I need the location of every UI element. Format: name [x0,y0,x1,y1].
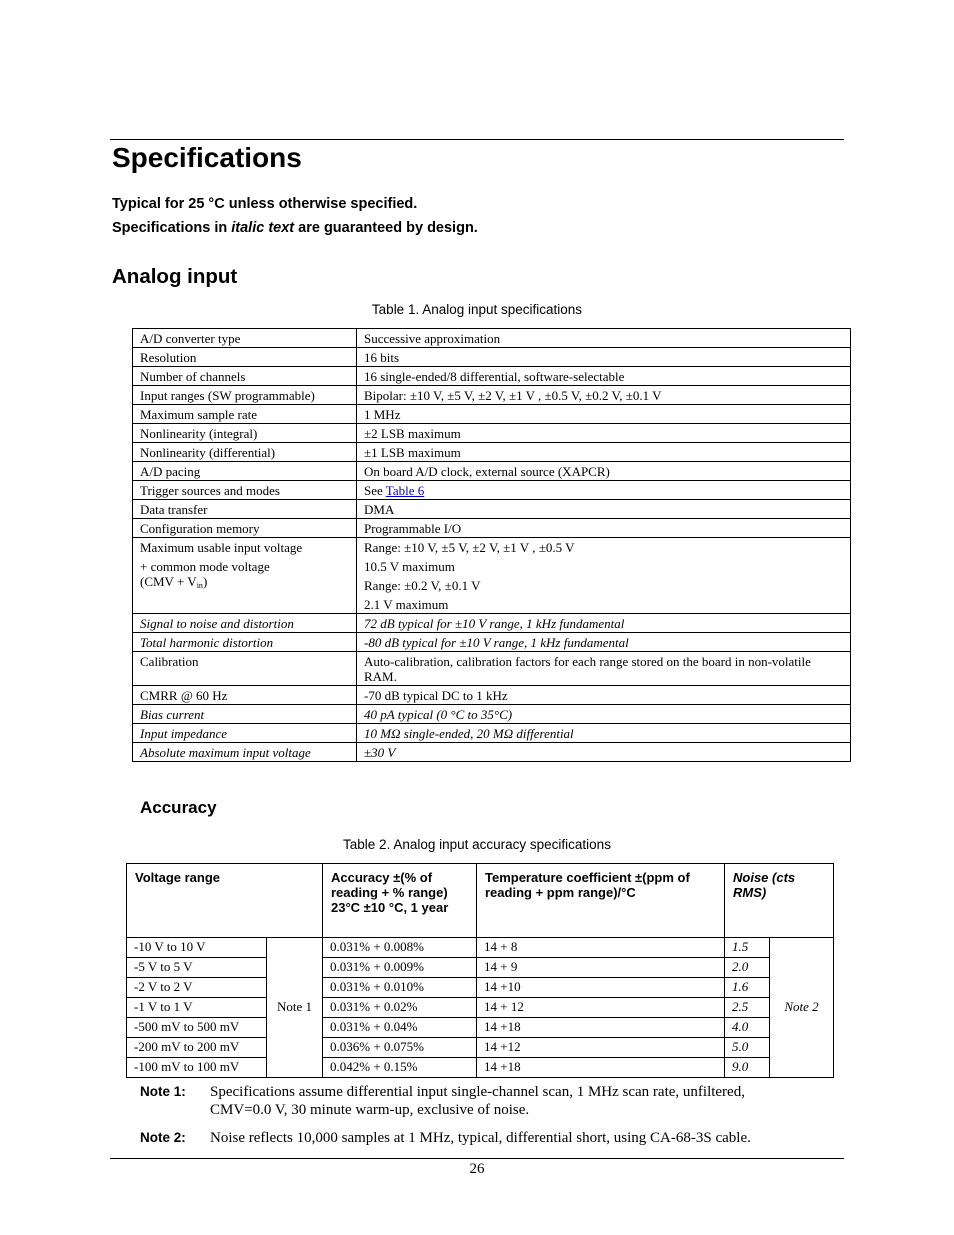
spec-label: Number of channels [133,367,357,386]
spec-value: Bipolar: ±10 V, ±5 V, ±2 V, ±1 V , ±0.5 V, ±0.2 V, ±0.1 V [357,386,851,405]
note-1-cell: Note 1 [267,938,323,1078]
spec-row [133,500,851,519]
spec-label: Calibration [133,652,357,686]
spec-label: Total harmonic distortion [133,633,357,652]
intro-italic-note-after: are guaranteed by design. [294,220,478,236]
spec-row [133,367,851,386]
cmv-text: (CMV + V [140,574,197,589]
accuracy-row [127,978,834,998]
note-1-text: Specifications assume differential input single-channel scan, 1 MHz scan rate, unfiltered, CMV=0.0 V, 30 minute warm-up, exclusive of noise. [210,1084,745,1118]
temp-coeff-cell: 14 + 12 [477,998,725,1018]
subsection-title-accuracy: Accuracy [140,798,217,817]
intro-italic-note [112,219,478,237]
spec-row [133,519,851,538]
spec-label: Absolute maximum input voltage [133,743,357,762]
noise-cell: 4.0 [725,1018,770,1038]
spec-label-line: Maximum usable input voltage [140,540,303,555]
temp-coeff-cell: 14 +12 [477,1038,725,1058]
section-title-analog-input: Analog input [112,265,238,288]
page-number: 26 [469,1161,485,1177]
spec-label: Maximum sample rate [133,405,357,424]
page-title: Specifications [112,142,302,173]
spec-label: Nonlinearity (integral) [133,424,357,443]
spec-label [133,538,357,614]
spec-row [133,443,851,462]
spec-value: 10 MΩ single-ended, 20 MΩ differential [357,724,851,743]
spec-label-line: + common mode voltage [140,559,270,574]
spec-label: Data transfer [133,500,357,519]
spec-row [133,405,851,424]
spec-row [133,652,851,686]
spec-row [133,481,851,500]
spec-value: 40 pA typical (0 °C to 35°C) [357,705,851,724]
spec-value: 16 single-ended/8 differential, software-selectable [357,367,851,386]
spec-label: CMRR @ 60 Hz [133,686,357,705]
spec-value: Auto-calibration, calibration factors for each range stored on the board in non-volatile RAM. [357,652,851,686]
spec-value: -70 dB typical DC to 1 kHz [357,686,851,705]
range-cell: -500 mV to 500 mV [127,1018,267,1038]
header-noise: Noise (cts RMS) [725,864,834,938]
spec-label: Bias current [133,705,357,724]
table-1-caption: Table 1. Analog input specifications [371,302,583,317]
spec-row [133,424,851,443]
cmv-subscript: in [196,581,203,590]
spec-row [133,348,851,367]
table-2-caption: Table 2. Analog input accuracy specifications [343,837,611,852]
temp-coeff-cell: 14 +18 [477,1018,725,1038]
accuracy-cell: 0.031% + 0.009% [323,958,477,978]
spec-value-line: 2.1 V maximum [364,597,449,612]
spec-row [133,386,851,405]
accuracy-cell: 0.031% + 0.008% [323,938,477,958]
spec-label: A/D pacing [133,462,357,481]
accuracy-row [127,1038,834,1058]
table-6-link[interactable]: Table 6 [385,483,425,498]
spec-value [357,538,851,614]
accuracy-row [127,1058,834,1078]
spec-row [133,538,851,614]
header-voltage-range: Voltage range [127,864,323,938]
header-accuracy: Accuracy ±(% of reading + % range) 23°C ±10 °C, 1 year [323,864,477,938]
spec-row [133,743,851,762]
spec-row [133,462,851,481]
range-cell: -10 V to 10 V [127,938,267,958]
intro-italic-note-before: Specifications in [112,220,232,236]
intro-italic-note-italic: italic text [231,220,295,236]
spec-row [133,633,851,652]
accuracy-cell: 0.042% + 0.15% [323,1058,477,1078]
spec-value: -80 dB typical for ±10 V range, 1 kHz fundamental [357,633,851,652]
temp-coeff-cell: 14 +10 [477,978,725,998]
temp-coeff-cell: 14 + 8 [477,938,725,958]
temp-coeff-cell: 14 +18 [477,1058,725,1078]
accuracy-cell: 0.031% + 0.010% [323,978,477,998]
spec-label: Input impedance [133,724,357,743]
spec-label-line [140,574,349,593]
spec-value: On board A/D clock, external source (XAPCR) [357,462,851,481]
spec-row [133,614,851,633]
note-1-label: Note 1: [140,1084,186,1099]
spec-value-line: Range: ±10 V, ±5 V, ±2 V, ±1 V , ±0.5 V [364,540,575,555]
spec-value-prefix: See [364,483,386,498]
spec-value: 1 MHz [357,405,851,424]
spec-row [133,705,851,724]
note-2-text: Noise reflects 10,000 samples at 1 MHz, typical, differential short, using CA-68-3S cable. [210,1130,751,1146]
range-cell: -5 V to 5 V [127,958,267,978]
accuracy-row [127,1018,834,1038]
noise-cell: 1.5 [725,938,770,958]
header-temperature-coefficient: Temperature coefficient ±(ppm of reading + ppm range)/°C [477,864,725,938]
spec-label: Resolution [133,348,357,367]
spec-label: Nonlinearity (differential) [133,443,357,462]
accuracy-row [127,958,834,978]
accuracy-cell: 0.036% + 0.075% [323,1038,477,1058]
intro-typical-conditions: Typical for 25 °C unless otherwise specified. [112,196,418,212]
spec-value: ±30 V [357,743,851,762]
noise-cell: 9.0 [725,1058,770,1078]
accuracy-row [127,998,834,1018]
range-cell: -100 mV to 100 mV [127,1058,267,1078]
spec-value: DMA [357,500,851,519]
spec-row [133,724,851,743]
note-2-cell: Note 2 [770,938,834,1078]
spec-value-line: Range: ±0.2 V, ±0.1 V [364,578,481,593]
spec-value: Programmable I/O [357,519,851,538]
spec-label: A/D converter type [133,329,357,348]
noise-cell: 2.0 [725,958,770,978]
spec-value [357,481,851,500]
analog-input-spec-table [132,328,851,762]
temp-coeff-cell: 14 + 9 [477,958,725,978]
spec-value: Successive approximation [357,329,851,348]
range-cell: -1 V to 1 V [127,998,267,1018]
bottom-rule [110,1158,844,1159]
cmv-close: ) [202,574,208,589]
spec-value: 16 bits [357,348,851,367]
accuracy-cell: 0.031% + 0.02% [323,998,477,1018]
spec-label: Input ranges (SW programmable) [133,386,357,405]
noise-cell: 2.5 [725,998,770,1018]
accuracy-cell: 0.031% + 0.04% [323,1018,477,1038]
spec-label: Signal to noise and distortion [133,614,357,633]
noise-cell: 5.0 [725,1038,770,1058]
spec-value-line: 10.5 V maximum [364,559,455,574]
range-cell: -2 V to 2 V [127,978,267,998]
spec-label: Trigger sources and modes [133,481,357,500]
spec-row [133,686,851,705]
spec-value: 72 dB typical for ±10 V range, 1 kHz fundamental [357,614,851,633]
spec-row [133,329,851,348]
accuracy-spec-table [126,863,834,1078]
spec-value: ±2 LSB maximum [357,424,851,443]
spec-label: Configuration memory [133,519,357,538]
note-2-label: Note 2: [140,1130,186,1145]
accuracy-row [127,938,834,958]
spec-value: ±1 LSB maximum [357,443,851,462]
noise-cell: 1.6 [725,978,770,998]
range-cell: -200 mV to 200 mV [127,1038,267,1058]
